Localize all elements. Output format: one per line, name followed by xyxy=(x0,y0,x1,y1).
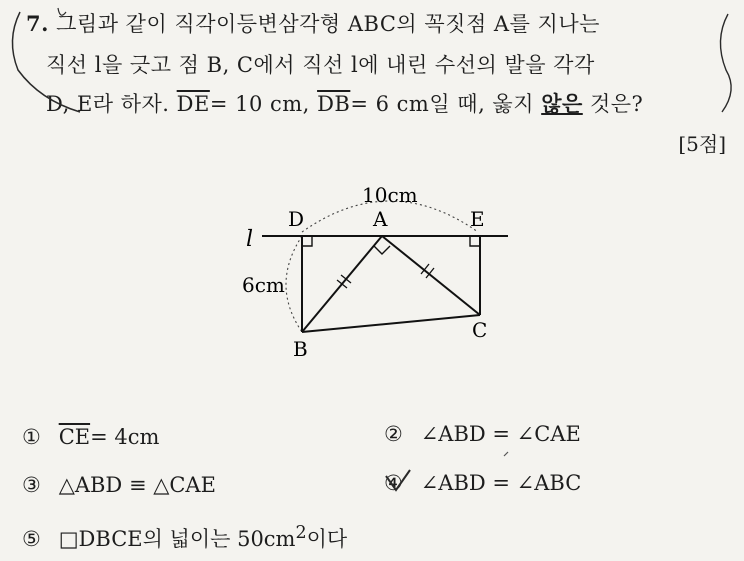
option-3-number: ③ xyxy=(22,473,41,497)
emphasis-not: 않은 xyxy=(541,91,583,116)
option-2-text: ∠ABD = ∠CAE xyxy=(420,422,581,446)
label-c: C xyxy=(472,318,488,342)
label-top-length: 10cm xyxy=(362,183,418,207)
option-1[interactable] xyxy=(22,425,159,449)
option-2[interactable] xyxy=(384,422,581,446)
right-angle-e xyxy=(470,236,480,246)
segment-ac-line xyxy=(382,236,480,315)
option-5-number: ⑤ xyxy=(22,527,41,551)
question-number: 7. xyxy=(26,11,49,36)
label-side-length: 6cm xyxy=(242,273,285,297)
label-d: D xyxy=(288,207,305,231)
option-1-text: = 4cm xyxy=(90,425,160,449)
segment-de: $\overline{DE}$ xyxy=(176,92,210,116)
label-l: l xyxy=(246,227,254,252)
label-a: A xyxy=(373,207,388,231)
arc-db xyxy=(286,236,302,332)
segment-db: $\overline{DB}$ xyxy=(317,92,351,116)
option-3[interactable] xyxy=(22,473,216,497)
option-5-text: □DBCE의 넓이는 50cm xyxy=(58,527,296,551)
option-4-number: ④ xyxy=(384,471,403,495)
option-1-number: ① xyxy=(22,425,41,449)
question-text-3c: = 6 cm일 때, 옳지 xyxy=(350,92,534,116)
question-line-2: 직선 l을 긋고 점 B, C에서 직선 l에 내린 수선의 발을 각각 xyxy=(46,53,595,77)
question-text-1: 그림과 같이 직각이등변삼각형 ABC의 꼭짓점 A를 지나는 xyxy=(56,12,600,36)
option-5[interactable] xyxy=(22,523,347,553)
option-4[interactable] xyxy=(384,471,581,495)
option-5-tail: 이다 xyxy=(306,527,348,551)
segment-bc-line xyxy=(302,315,480,332)
right-angle-d xyxy=(302,236,312,246)
label-b: B xyxy=(293,337,308,361)
question-text-3a: D, E라 하자. xyxy=(46,92,170,116)
score-label: [5점] xyxy=(678,132,726,156)
option-4-text: ∠ABD = ∠ABC xyxy=(420,471,582,495)
option-5-sup: 2 xyxy=(295,523,307,543)
question-text-3b: = 10 cm, xyxy=(209,92,310,116)
right-angle-a xyxy=(374,246,390,254)
option-3-text: △ABD ≡ △CAE xyxy=(58,473,216,497)
question-text-3d: 것은? xyxy=(589,92,644,116)
option-1-segment: $\overline{CE}$ xyxy=(58,425,91,449)
label-e: E xyxy=(470,207,485,231)
option-2-number: ② xyxy=(384,422,403,446)
